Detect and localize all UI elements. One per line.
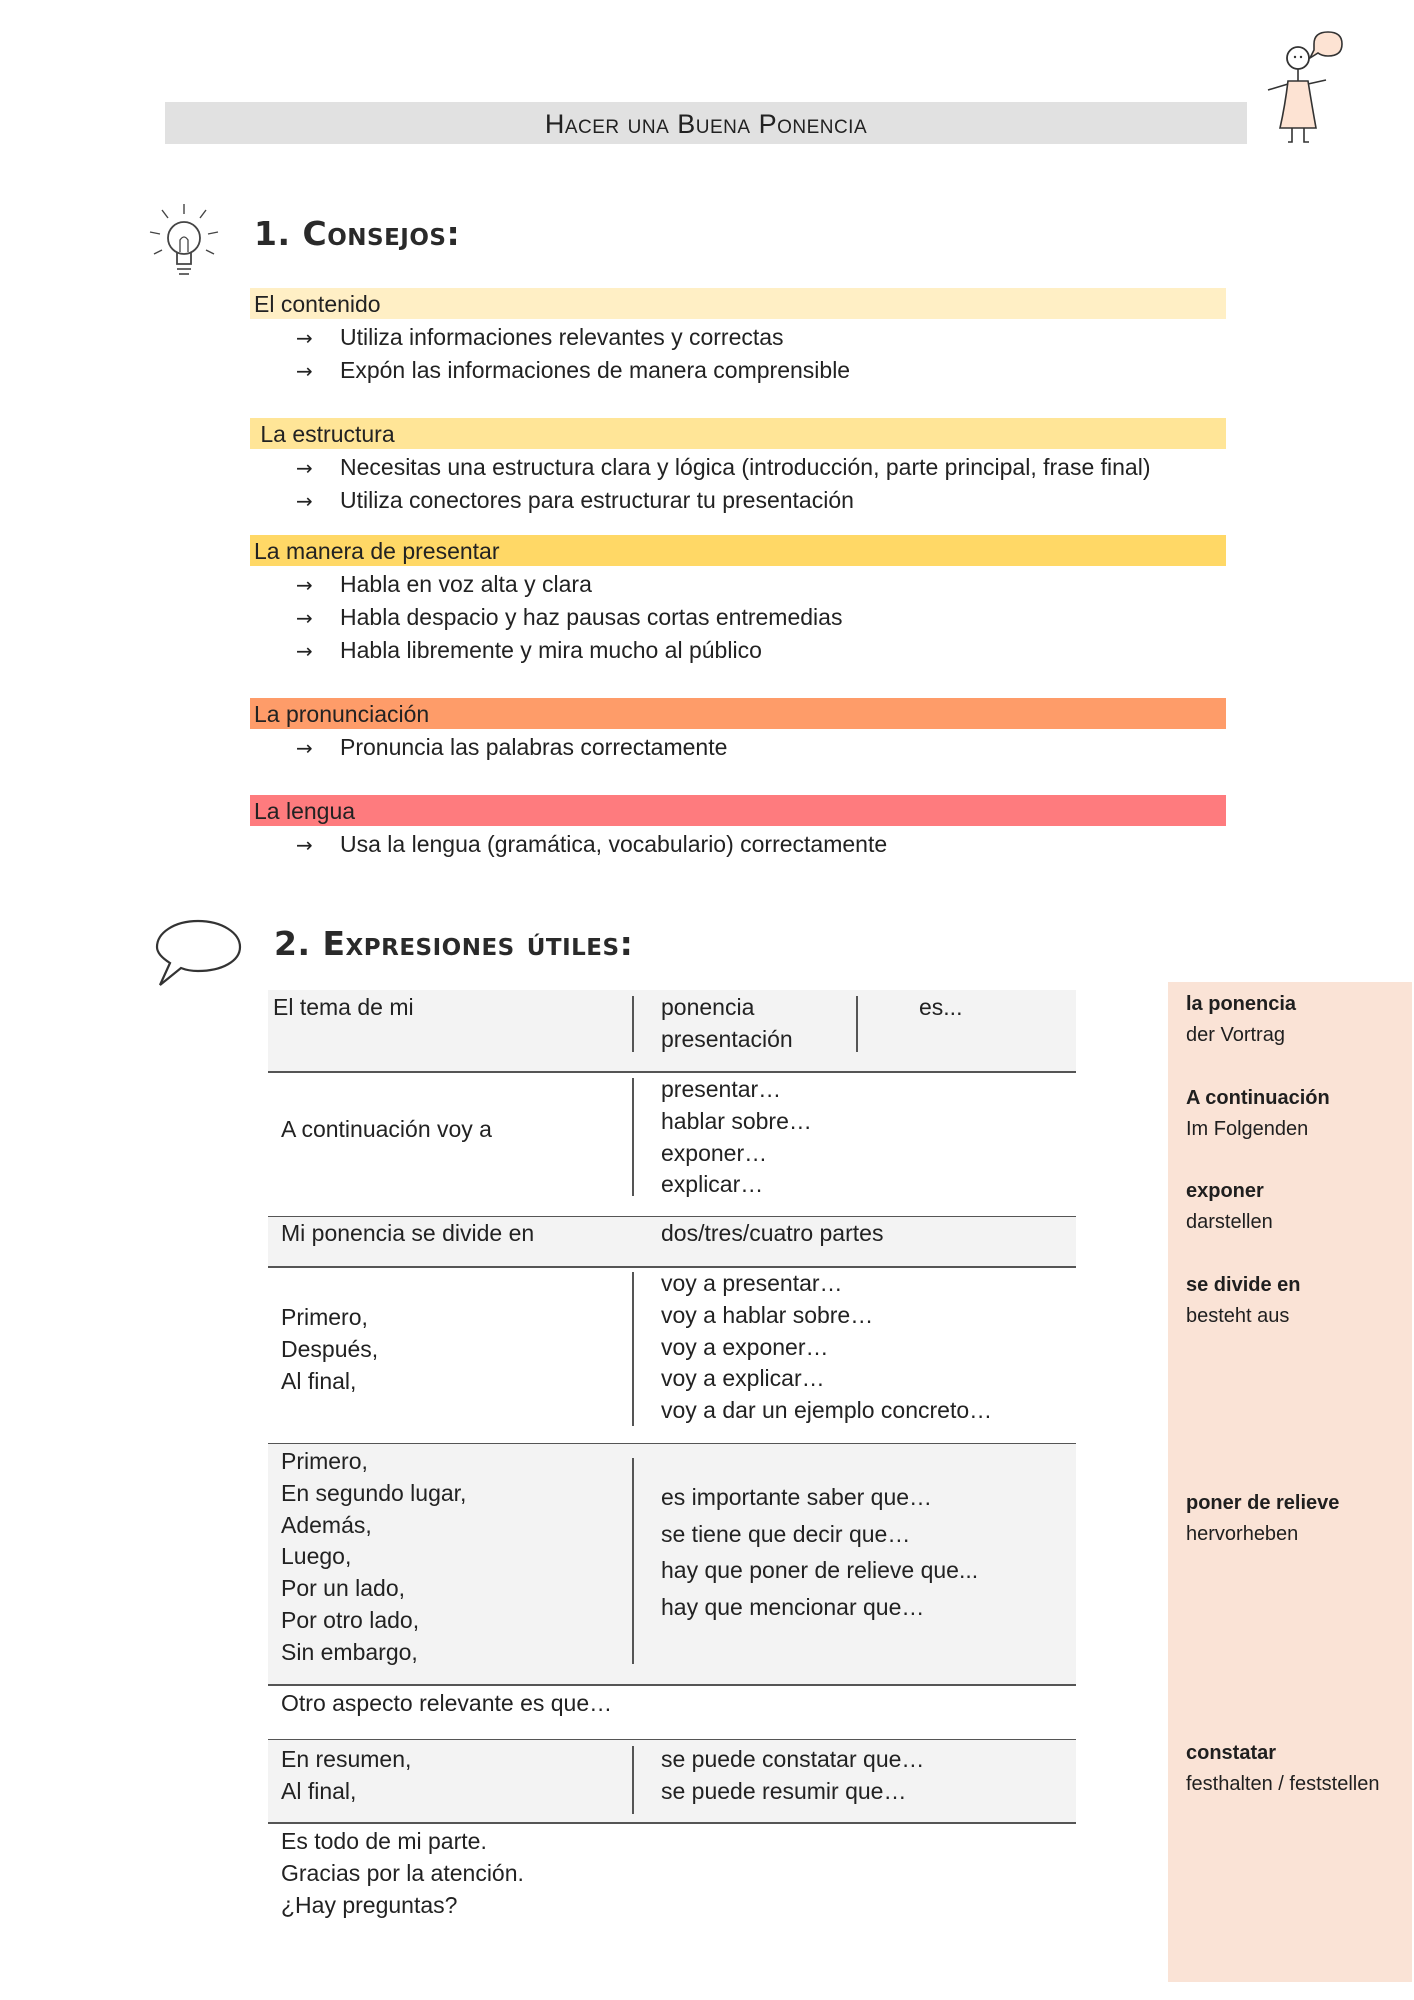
arrow-icon: → [296, 639, 313, 663]
table-cell-mid: se puede resumir que… [661, 1777, 907, 1804]
arrow-icon: → [296, 573, 313, 597]
table-cell-left: Gracias por la atención. [281, 1859, 524, 1886]
arrow-icon: → [296, 833, 313, 857]
section-heading-consejos: 1. Consejos: [254, 214, 461, 253]
table-cell-mid: se puede constatar que… [661, 1746, 925, 1772]
table-cell-mid: hay que poner de relieve que... [661, 1557, 979, 1583]
table-cell-left: Otro aspecto relevante es que… [281, 1690, 613, 1716]
table-cell-mid: voy a presentar… [661, 1270, 843, 1296]
tip-text: Usa la lengua (gramática, vocabulario) correctamente [340, 831, 888, 857]
vocab-term: constatar [1186, 1742, 1277, 1764]
tip-item [296, 635, 762, 666]
arrow-icon: → [296, 489, 313, 513]
row-divider [268, 1071, 1076, 1073]
tip-item [296, 452, 1151, 483]
column-divider [632, 1078, 634, 1196]
table-cell-right: es... [919, 994, 963, 1020]
tip-text: Habla libremente y mira mucho al público [340, 637, 762, 663]
presenter-figure-icon [1250, 26, 1350, 146]
vocab-translation: darstellen [1186, 1211, 1273, 1233]
tip-item [296, 322, 784, 353]
tip-text: Habla despacio y haz pausas cortas entremedias [340, 604, 843, 630]
category-label: El contenido [254, 291, 381, 317]
table-cell-mid: ponencia [661, 994, 755, 1020]
vocab-translation: besteht aus [1186, 1305, 1290, 1327]
table-cell-left: Por un lado, [281, 1575, 406, 1602]
table-cell-left: Sin embargo, [281, 1638, 418, 1665]
row-divider [268, 1822, 1076, 1824]
speech-bubble-icon [152, 915, 244, 991]
tip-text: Habla en voz alta y clara [340, 571, 592, 597]
table-cell-mid: presentación [661, 1025, 793, 1052]
arrow-icon: → [296, 326, 313, 350]
table-cell-left: Primero, [281, 1304, 368, 1330]
tip-text: Utiliza informaciones relevantes y correctas [340, 324, 784, 350]
page-title: Hacer una Buena Ponencia [544, 109, 868, 139]
column-divider [632, 1746, 634, 1814]
arrow-icon: → [296, 359, 313, 383]
table-cell-left: Luego, [281, 1543, 352, 1570]
table-cell-left: En segundo lugar, [281, 1479, 467, 1506]
vocab-term: A continuación [1186, 1087, 1330, 1109]
table-cell-mid: presentar… [661, 1076, 782, 1102]
tip-item [296, 602, 842, 633]
column-divider [632, 996, 634, 1052]
category-label: La pronunciación [254, 701, 430, 727]
table-cell-mid: se tiene que decir que… [661, 1520, 911, 1547]
vocab-term: la ponencia [1186, 993, 1297, 1015]
category-bar [250, 795, 1226, 826]
tip-text: Utiliza conectores para estructurar tu presentación [340, 487, 854, 513]
section-heading-expresiones: 2. Expresiones útiles: [274, 924, 634, 963]
table-cell-mid: voy a hablar sobre… [661, 1301, 874, 1328]
table-cell-left: Es todo de mi parte. [281, 1828, 487, 1854]
tip-item [296, 569, 592, 600]
category-label: La estructura [254, 421, 395, 447]
column-divider [632, 1272, 634, 1426]
table-cell-left: Después, [281, 1335, 379, 1362]
arrow-icon: → [296, 606, 313, 630]
table-cell-left: Primero, [281, 1448, 368, 1474]
tip-text: Pronuncia las palabras correctamente [340, 734, 728, 760]
table-cell-mid: explicar… [661, 1171, 764, 1198]
arrow-icon: → [296, 736, 313, 760]
vocab-term: poner de relieve [1186, 1492, 1340, 1514]
tip-text: Necesitas una estructura clara y lógica (introducción, parte principal, frase final) [340, 454, 1151, 480]
table-cell-left: Mi ponencia se divide en [281, 1220, 535, 1246]
tip-item [296, 485, 854, 516]
table-cell-mid: voy a explicar… [661, 1365, 825, 1392]
vocab-term: se divide en [1186, 1274, 1301, 1296]
tip-item [296, 732, 727, 763]
table-cell-mid: hablar sobre… [661, 1107, 812, 1134]
category-bar [250, 535, 1226, 566]
tip-item [296, 829, 887, 860]
table-cell-left: A continuación voy a [281, 1116, 492, 1142]
row-divider [268, 1684, 1076, 1686]
table-cell-mid: voy a dar un ejemplo concreto… [661, 1397, 993, 1424]
arrow-icon: → [296, 456, 313, 480]
category-bar [250, 288, 1226, 319]
table-cell-left: Por otro lado, [281, 1607, 420, 1633]
title-bar [165, 102, 1247, 144]
table-cell-left: Al final, [281, 1777, 357, 1804]
column-divider [632, 1458, 634, 1664]
tip-text: Expón las informaciones de manera comprensible [340, 357, 851, 383]
table-cell-mid: exponer… [661, 1139, 768, 1166]
table-cell-left: ¿Hay preguntas? [281, 1891, 458, 1918]
table-cell-mid: hay que mencionar que… [661, 1593, 925, 1620]
table-cell-mid: es importante saber que… [661, 1484, 933, 1510]
vocab-translation: der Vortrag [1186, 1024, 1285, 1046]
column-divider [856, 996, 858, 1052]
vocab-translation: Im Folgenden [1186, 1118, 1309, 1140]
category-label: La lengua [254, 798, 356, 824]
table-cell-left: El tema de mi [273, 994, 414, 1020]
vocab-term: exponer [1186, 1180, 1264, 1202]
tip-item [296, 355, 850, 386]
vocab-translation: festhalten / feststellen [1186, 1773, 1380, 1795]
category-bar [250, 418, 1226, 449]
table-cell-left: Además, [281, 1511, 372, 1538]
lightbulb-icon [142, 200, 224, 290]
category-label: La manera de presentar [254, 538, 500, 564]
category-bar [250, 698, 1226, 729]
table-cell-left: Al final, [281, 1367, 357, 1394]
table-cell-left: En resumen, [281, 1746, 412, 1772]
vocab-translation: hervorheben [1186, 1523, 1299, 1545]
table-cell-mid: voy a exponer… [661, 1333, 829, 1360]
table-cell-mid: dos/tres/cuatro partes [661, 1220, 884, 1246]
